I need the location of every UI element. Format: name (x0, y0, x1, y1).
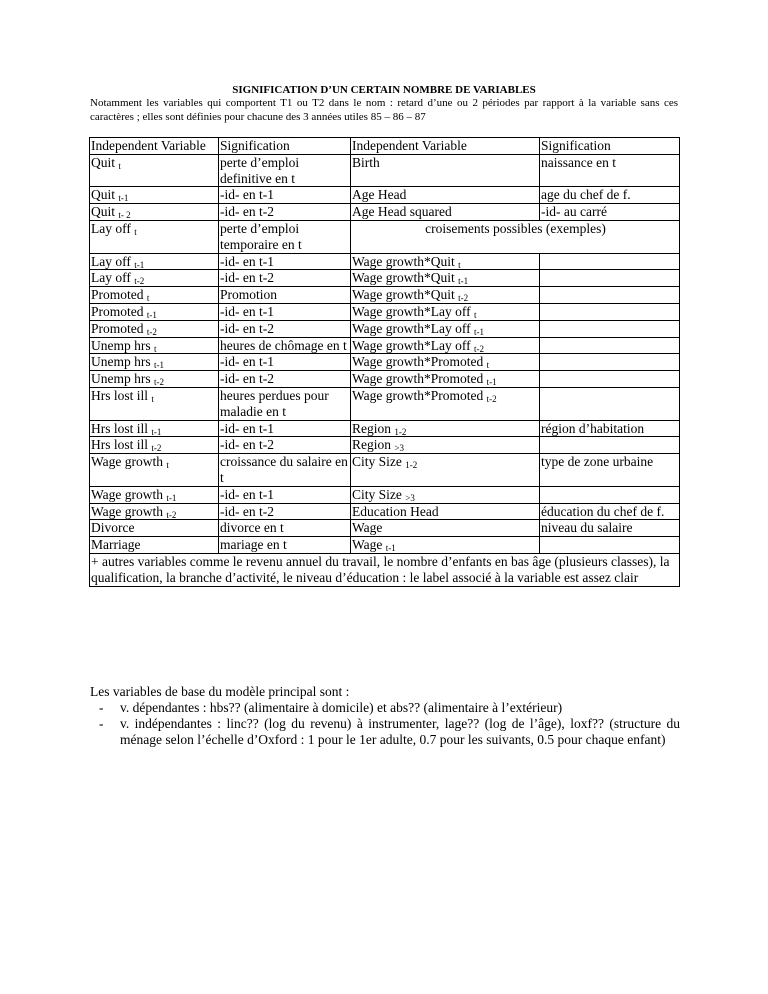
table-row (90, 287, 680, 304)
signification-cell: -id- en t-1 (219, 486, 351, 503)
variable-name-cell-2: Region $_{1-2}$ (351, 420, 540, 437)
variable-name-cell: Lay off $_t$ (90, 220, 219, 253)
table-row (90, 270, 680, 287)
variable-name-cell: Hrs lost ill $_{t-1}$ (90, 420, 219, 437)
variable-name-cell-2: Wage growth*Promoted $_t$ (351, 354, 540, 371)
variable-name-cell: Hrs lost ill $_{t-2}$ (90, 437, 219, 454)
signification-cell: divorce en t (219, 520, 351, 537)
variable-name-cell: Divorce (90, 520, 219, 537)
signification-cell: -id- en t-2 (219, 437, 351, 454)
signification-cell: perte d’emploi temporaire en t (219, 220, 351, 253)
table-row (90, 154, 680, 187)
variable-name-cell: Wage growth $_{t-2}$ (90, 503, 219, 520)
signification-cell-2 (540, 437, 680, 454)
variable-name-cell: Unemp hrs $_{t-2}$ (90, 371, 219, 388)
variable-name-cell-2: Education Head (351, 503, 540, 520)
variable-name-cell: Hrs lost ill $_t$ (90, 387, 219, 420)
variable-name-cell-2: Wage growth*Quit $_{t-1}$ (351, 270, 540, 287)
signification-cell: Promotion (219, 287, 351, 304)
signification-cell-2: niveau du salaire (540, 520, 680, 537)
signification-cell-2 (540, 320, 680, 337)
table-row (90, 486, 680, 503)
variable-name-cell: Wage growth $_t$ (90, 454, 219, 487)
variable-name-cell-2: Wage growth*Quit $_t$ (351, 253, 540, 270)
table-note-row (90, 553, 680, 586)
variable-name-cell: Quit $_{t- 2}$ (90, 204, 219, 221)
signification-cell-2 (540, 270, 680, 287)
signification-cell-2 (540, 303, 680, 320)
header-signification-1: Signification (219, 138, 351, 155)
variable-name-cell: Unemp hrs $_{t-1}$ (90, 354, 219, 371)
signification-cell: -id- en t-2 (219, 320, 351, 337)
signification-cell-2 (540, 287, 680, 304)
signification-cell: heures de chômage en t (219, 337, 351, 354)
variable-name-cell-2: City Size $_{>3}$ (351, 486, 540, 503)
base-variables-section (90, 684, 680, 748)
variable-name-cell: Unemp hrs $_t$ (90, 337, 219, 354)
table-row (90, 320, 680, 337)
header-independent-variable-2: Independent Variable (351, 138, 540, 155)
signification-cell: -id- en t-2 (219, 270, 351, 287)
signification-cell-2 (540, 486, 680, 503)
variable-name-cell-2: Region $_{>3}$ (351, 437, 540, 454)
variable-name-cell: Quit $_t$ (90, 154, 219, 187)
variable-name-cell-2: Wage growth*Lay off $_t$ (351, 303, 540, 320)
signification-cell-2 (540, 387, 680, 420)
table-row (90, 437, 680, 454)
signification-cell: heures perdues pour maladie en t (219, 387, 351, 420)
variable-name-cell-2: Wage (351, 520, 540, 537)
signification-cell: -id- en t-2 (219, 371, 351, 388)
variable-name-cell: Marriage (90, 537, 219, 554)
variable-name-cell: Lay off $_{t-2}$ (90, 270, 219, 287)
table-row (90, 520, 680, 537)
table-row (90, 303, 680, 320)
signification-cell: -id- en t-1 (219, 303, 351, 320)
variable-name-cell-2: Wage growth*Lay off $_{t-2}$ (351, 337, 540, 354)
signification-cell: croissance du salaire en t (219, 454, 351, 487)
signification-cell: -id- en t-1 (219, 420, 351, 437)
variable-name-cell-2: Wage growth*Promoted $_{t-2}$ (351, 387, 540, 420)
signification-cell: perte d’emploi definitive en t (219, 154, 351, 187)
table-header-row (90, 138, 680, 155)
signification-cell: -id- en t-1 (219, 354, 351, 371)
signification-cell-2 (540, 253, 680, 270)
table-row (90, 187, 680, 204)
base-item-dependent: - v. dépendantes : hbs?? (alimentaire à domicile) et abs?? (alimentaire à l’extérieur) (90, 700, 680, 716)
variable-name-cell: Promoted $_{t-2}$ (90, 320, 219, 337)
table-row (90, 220, 680, 253)
table-row (90, 354, 680, 371)
signification-cell-2: éducation du chef de f. (540, 503, 680, 520)
signification-cell-2 (540, 337, 680, 354)
table-row (90, 503, 680, 520)
table-row (90, 454, 680, 487)
signification-cell-2 (540, 354, 680, 371)
signification-cell-2: région d’habitation (540, 420, 680, 437)
intro-paragraph: Notamment les variables qui comportent T1 ou T2 dans le nom : retard d’une ou 2 périodes par rapport à la variable sans ces caractères ; elles sont définies pour chacune des 3 années utiles 85 – 86 – 87 (90, 97, 678, 123)
header-signification-2: Signification (540, 138, 680, 155)
table-row (90, 387, 680, 420)
base-intro: Les variables de base du modèle principal sont : (90, 684, 350, 699)
signification-cell-2: type de zone urbaine (540, 454, 680, 487)
table-note: + autres variables comme le revenu annuel du travail, le nombre d’enfants en bas âge (plusieurs classes), la qualification, la branche d’activité, le niveau d’éducation : le label associé à la variable est assez clair (90, 553, 680, 586)
signification-cell-2: -id- au carré (540, 204, 680, 221)
variable-name-cell: Promoted $_t$ (90, 287, 219, 304)
variable-name-cell: Quit $_{t-1}$ (90, 187, 219, 204)
variable-name-cell: Promoted $_{t-1}$ (90, 303, 219, 320)
signification-cell-2: naissance en t (540, 154, 680, 187)
variable-name-cell-2: City Size $_{1-2}$ (351, 454, 540, 487)
variable-name-cell: Wage growth $_{t-1}$ (90, 486, 219, 503)
table-row (90, 253, 680, 270)
signification-cell: -id- en t-2 (219, 503, 351, 520)
signification-cell: -id- en t-1 (219, 187, 351, 204)
variable-name-cell-2: Birth (351, 154, 540, 187)
variable-name-cell-2: Wage growth*Quit $_{t-2}$ (351, 287, 540, 304)
table-row (90, 371, 680, 388)
signification-cell: -id- en t-1 (219, 253, 351, 270)
table-row (90, 537, 680, 554)
header-independent-variable-1: Independent Variable (90, 138, 219, 155)
signification-cell: -id- en t-2 (219, 204, 351, 221)
variable-name-cell: Lay off $_{t-1}$ (90, 253, 219, 270)
variable-name-cell-2: Wage growth*Promoted $_{t-1}$ (351, 371, 540, 388)
variable-name-cell-2: Wage $_{t-1}$ (351, 537, 540, 554)
variable-name-cell-2: Age Head squared (351, 204, 540, 221)
table-row (90, 204, 680, 221)
signification-cell-2: age du chef de f. (540, 187, 680, 204)
crossing-header-cell: croisements possibles (exemples) (351, 220, 680, 253)
variable-name-cell-2: Wage growth*Lay off $_{t-1}$ (351, 320, 540, 337)
table-row (90, 337, 680, 354)
base-item-independent: - v. indépendantes : linc?? (log du revenu) à instrumenter, lage?? (log de l’âge), loxf?? (structure du ménage selon l’échelle d’Oxford : 1 pour le 1er adulte, 0.7 pour les suivants, 0.5 pour chaque enfant) (90, 716, 680, 748)
signification-cell-2 (540, 537, 680, 554)
table-row (90, 420, 680, 437)
variables-table (89, 137, 680, 587)
variable-name-cell-2: Age Head (351, 187, 540, 204)
base-list (90, 700, 680, 748)
signification-cell: mariage en t (219, 537, 351, 554)
document-title: SIGNIFICATION D’UN CERTAIN NOMBRE DE VARIABLES (232, 84, 536, 96)
signification-cell-2 (540, 371, 680, 388)
